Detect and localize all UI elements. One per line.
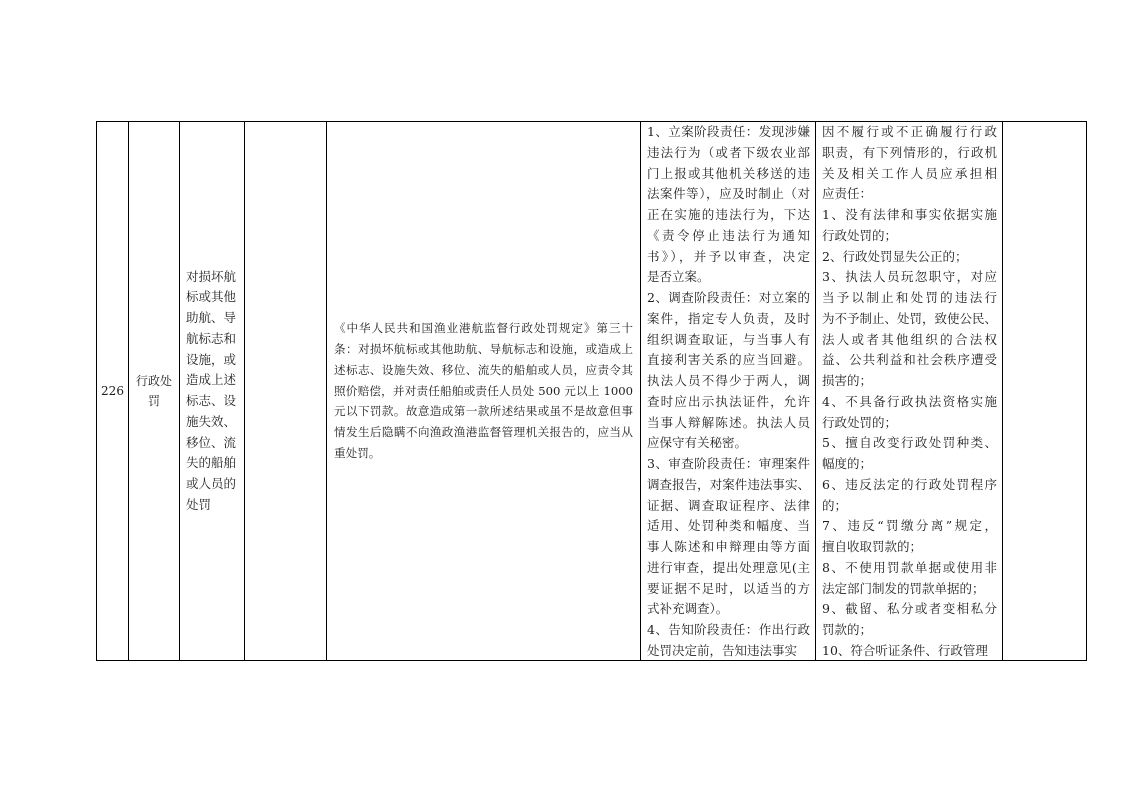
accountability-text xyxy=(816,122,1002,660)
responsibility-line: 4、告知阶段责任：作出行政 xyxy=(647,622,810,637)
accountability-line: 3、执法人员玩忽职守，对应 xyxy=(822,269,997,285)
accountability-line: 当予以制止和处罚的违法行 xyxy=(822,290,997,305)
responsibility-line: 2、调查阶段责任：对立案的 xyxy=(647,290,810,305)
responsibility-line: 查时应出示执法证件，允许 xyxy=(647,393,810,409)
responsibility-line: 调查报告，对案件违法事实、 xyxy=(647,476,810,492)
cell-responsibilities xyxy=(641,122,816,660)
cell-accountability xyxy=(816,122,1003,660)
paragraph xyxy=(822,267,997,392)
paragraph xyxy=(822,433,997,475)
accountability-line: 法人或者其他组织的合法权 xyxy=(822,331,997,347)
responsibility-line: 3、审查阶段责任：审理案件 xyxy=(647,456,810,471)
legal-basis-line: 照价赔偿，并对责任船舶或责任人员处 500 元以上 1000 xyxy=(334,383,633,398)
paragraph xyxy=(334,318,633,463)
responsibility-line: 正在实施的违法行为，下达 xyxy=(647,207,810,222)
responsibility-line: 1、立案阶段责任：发现涉嫌 xyxy=(647,124,810,139)
accountability-line: 行政处罚的； xyxy=(822,227,898,243)
responsibility-line: 组织调查取证，与当事人有 xyxy=(647,331,810,347)
paragraph xyxy=(822,558,997,600)
paragraph xyxy=(186,267,236,516)
accountability-line: 10、符合听证条件、行政管理 xyxy=(822,642,988,658)
item-name-line: 标或其他 xyxy=(186,289,237,305)
cell-notes xyxy=(1003,122,1086,660)
item-name-line: 助航、导 xyxy=(186,310,237,325)
accountability-line: 行政处罚的； xyxy=(822,414,898,430)
accountability-line: 8、不使用罚款单据或使用非 xyxy=(822,559,997,575)
accountability-line: 4、不具备行政执法资格实施 xyxy=(822,393,997,409)
paragraph xyxy=(822,516,997,558)
accountability-line: 益、公共利益和社会秩序遭受 xyxy=(822,352,997,368)
accountability-line: 5、擅自改变行政处罚种类、 xyxy=(822,435,997,451)
responsibility-line: 适用、处罚种类和幅度、当 xyxy=(647,518,810,534)
accountability-line: 因不履行或不正确履行行政 xyxy=(822,124,997,139)
accountability-line: 损害的； xyxy=(822,373,873,388)
cell-item-name xyxy=(180,122,245,660)
responsibility-line: 事人陈述和申辩理由等方面 xyxy=(647,539,810,554)
accountability-line: 1、没有法律和事实依据实施 xyxy=(822,207,997,222)
item-name-line: 航标志和 xyxy=(186,330,237,346)
paragraph xyxy=(822,475,997,517)
accountability-line: 应责任： xyxy=(822,186,873,202)
accountability-line: 关及相关工作人员应承担相 xyxy=(822,165,997,181)
item-name-text xyxy=(180,267,244,516)
accountability-line: 9、截留、私分或者变相私分 xyxy=(822,601,997,617)
responsibility-line: 执法人员不得少于两人，调 xyxy=(647,373,810,388)
responsibility-line: 门上报或其他机关移送的违 xyxy=(647,165,810,181)
item-name-line: 移位、流 xyxy=(186,434,237,450)
responsibility-line: 直接利害关系的应当回避。 xyxy=(647,352,810,368)
responsibility-line: 证据、调查取证程序、法律 xyxy=(647,497,810,513)
cell-number xyxy=(97,122,129,660)
accountability-line: 幅度的； xyxy=(822,456,873,471)
item-name-line: 对损坏航 xyxy=(186,268,237,284)
accountability-line: 7、违反“罚缴分离”规定， xyxy=(822,518,997,534)
accountability-line: 罚款的； xyxy=(822,622,873,637)
paragraph xyxy=(822,122,997,205)
cell-category xyxy=(129,122,180,660)
item-name-line: 处罚 xyxy=(186,496,212,512)
responsibility-line: 式补充调查）。 xyxy=(647,601,729,617)
paragraph xyxy=(647,288,810,454)
legal-basis-line: 情发生后隐瞒不向渔政渔港监督管理机关报告的，应当从 xyxy=(334,425,633,440)
responsibility-line: 是否立案。 xyxy=(647,269,710,285)
responsibility-line: 要证据不足时，以适当的方 xyxy=(647,580,810,596)
cell-legal-basis xyxy=(327,122,641,660)
accountability-line: 的； xyxy=(822,497,848,513)
item-name-line: 标志、设 xyxy=(186,393,237,408)
responsibility-line: 书》），并予以审查，决定 xyxy=(647,248,810,264)
accountability-line: 法定部门制发的罚款单据的； xyxy=(822,580,985,596)
item-name-line: 施失效、 xyxy=(186,413,237,429)
accountability-line: 为不予制止、处罚，致使公民、 xyxy=(822,310,998,326)
responsibilities-text xyxy=(641,122,815,660)
paragraph xyxy=(822,599,997,641)
accountability-line: 擅自收取罚款的； xyxy=(822,539,923,554)
accountability-line: 2、行政处罚显失公正的； xyxy=(822,248,968,264)
legal-basis-line: 重处罚。 xyxy=(334,445,381,460)
document-table xyxy=(96,121,1087,661)
legal-basis-line: 元以下罚款。故意造成第一款所述结果或虽不是故意但事 xyxy=(334,404,633,419)
legal-basis-text xyxy=(327,318,640,463)
paragraph xyxy=(822,641,997,660)
responsibility-line: 处罚决定前，告知违法事实 xyxy=(647,642,798,658)
responsibility-line: 进行审查，提出处理意见(主 xyxy=(647,559,810,575)
responsibility-line: 违法行为（或者下级农业部 xyxy=(647,144,810,160)
responsibility-line: 法案件等），应及时制止（对 xyxy=(647,186,810,202)
paragraph xyxy=(647,122,810,288)
cell-sub-item xyxy=(245,122,327,660)
responsibility-line: 案件，指定专人负责，及时 xyxy=(647,310,810,326)
category-text: 行政处罚 xyxy=(135,374,172,408)
legal-basis-line: 《中华人民共和国渔业港航监督行政处罚规定》第三十 xyxy=(334,321,633,336)
paragraph xyxy=(647,620,810,660)
paragraph xyxy=(822,205,997,247)
paragraph xyxy=(647,454,810,620)
item-name-line: 设施，或 xyxy=(186,351,237,367)
accountability-line: 职责，有下列情形的，行政机 xyxy=(822,144,997,160)
item-name-line: 失的船舶 xyxy=(186,455,237,471)
legal-basis-line: 条：对损坏航标或其他助航、导航标志和设施，或造成上 xyxy=(334,342,633,357)
responsibility-line: 《责令停止违法行为通知 xyxy=(647,227,810,243)
paragraph xyxy=(822,392,997,434)
legal-basis-line: 述标志、设施失效、移位、流失的船舶或人员，应责令其 xyxy=(334,362,633,377)
paragraph xyxy=(822,247,997,268)
item-name-line: 造成上述 xyxy=(186,372,237,388)
accountability-line: 6、违反法定的行政处罚程序 xyxy=(822,476,997,492)
responsibility-line: 应保守有关秘密。 xyxy=(647,435,748,451)
row-number: 226 xyxy=(101,384,124,398)
responsibility-line: 当事人辩解陈述。执法人员 xyxy=(647,414,810,430)
item-name-line: 或人员的 xyxy=(186,476,237,491)
